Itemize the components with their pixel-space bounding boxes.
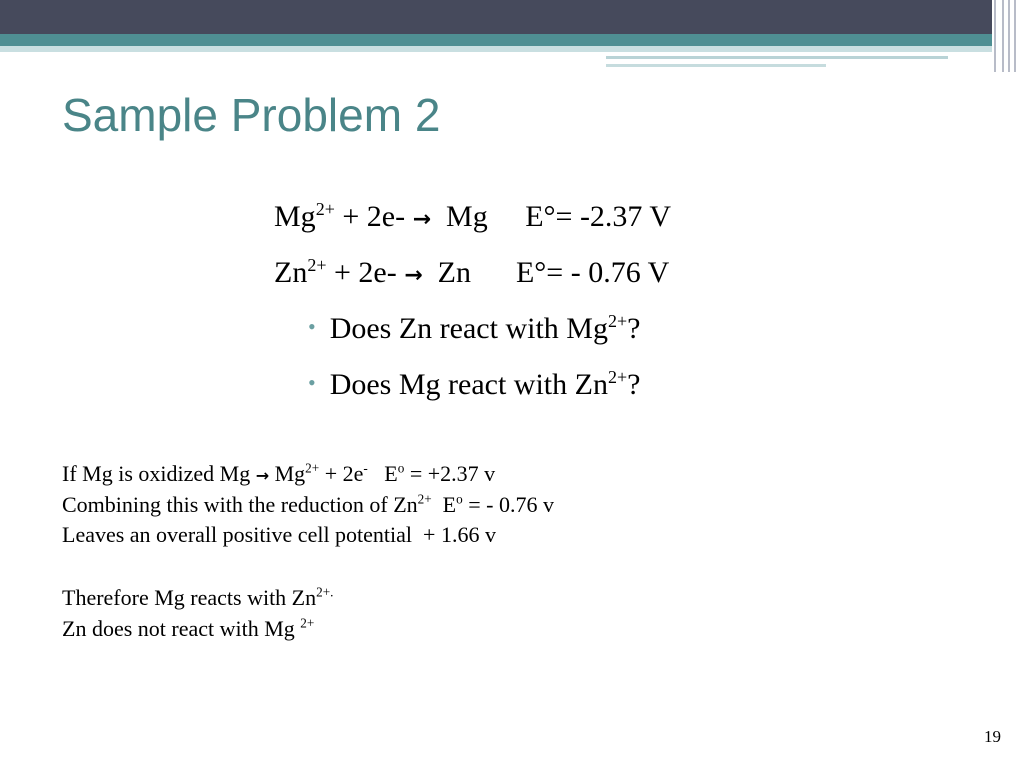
ion-charge: 2+ [315, 199, 335, 219]
page-number: 19 [984, 727, 1001, 746]
bullet-question-2 [308, 368, 640, 402]
text: Combining this with the reduction of Zn [62, 492, 418, 517]
ornament-line [994, 0, 996, 72]
text: = +2.37 v [404, 461, 496, 486]
ion-charge: 2+ [607, 311, 628, 331]
text: = - 0.76 v [462, 492, 554, 517]
standard-potential: E°= -2.37 V [525, 200, 672, 233]
text: E [367, 461, 398, 486]
text: E [431, 492, 457, 517]
slide-title: Sample Problem 2 [62, 89, 441, 141]
ion-charge: 2+ [417, 491, 432, 507]
arrow-right-icon: → [412, 207, 432, 232]
ion-charge: 2+ [305, 460, 320, 476]
ornament-line [1014, 0, 1016, 72]
text: If Mg is oxidized Mg [62, 461, 256, 486]
bullet-question-1 [308, 312, 640, 346]
ion-charge: 2+ [307, 255, 327, 275]
arrow-right-icon: → [404, 263, 423, 288]
header-teal-band [0, 34, 1024, 46]
product: Mg [431, 200, 526, 233]
bullet-dot-icon: • [308, 314, 316, 339]
bullet-text: Does Mg react with Zn [329, 368, 608, 401]
header-light-band [0, 46, 1000, 52]
ion-charge: 2+. [316, 584, 334, 600]
electron-charge: - [363, 460, 368, 476]
explanation-line-2 [62, 492, 554, 518]
ornament-line [1002, 0, 1004, 72]
arrow-right-icon: → [255, 466, 270, 485]
question-mark: ? [627, 368, 641, 401]
question-mark: ? [627, 312, 641, 345]
electrons: + 2e- [326, 256, 405, 289]
bullet-text: Does Zn react with Mg [329, 312, 608, 345]
standard-symbol: o [397, 460, 405, 476]
standard-symbol: o [456, 491, 463, 507]
product: Zn [422, 256, 516, 289]
electrons: + 2e- [334, 200, 413, 233]
text: Zn does not react with Mg [62, 616, 301, 641]
header-accent-line [606, 56, 948, 59]
ion-charge: 2+ [607, 367, 628, 387]
explanation-line-3: Leaves an overall positive cell potential + 1.66 v [62, 522, 496, 547]
half-reaction-mg [274, 200, 671, 234]
header-right-ornament [992, 0, 1024, 72]
header-accent-line-short [606, 64, 826, 67]
standard-potential: E°= - 0.76 V [515, 256, 670, 289]
conclusion-line-2 [62, 616, 314, 642]
text: Mg [269, 461, 306, 486]
explanation-line-1 [62, 461, 495, 487]
bullet-dot-icon: • [308, 370, 316, 395]
ornament-line [1008, 0, 1010, 72]
text: Therefore Mg reacts with Zn [62, 585, 317, 610]
reactant: Zn [274, 256, 308, 289]
reactant: Mg [274, 200, 316, 233]
header-dark-bar [0, 0, 1024, 34]
half-reaction-zn [274, 256, 669, 290]
conclusion-line-1 [62, 585, 333, 611]
ion-charge: 2+ [300, 615, 315, 631]
text: + 2e [319, 461, 364, 486]
